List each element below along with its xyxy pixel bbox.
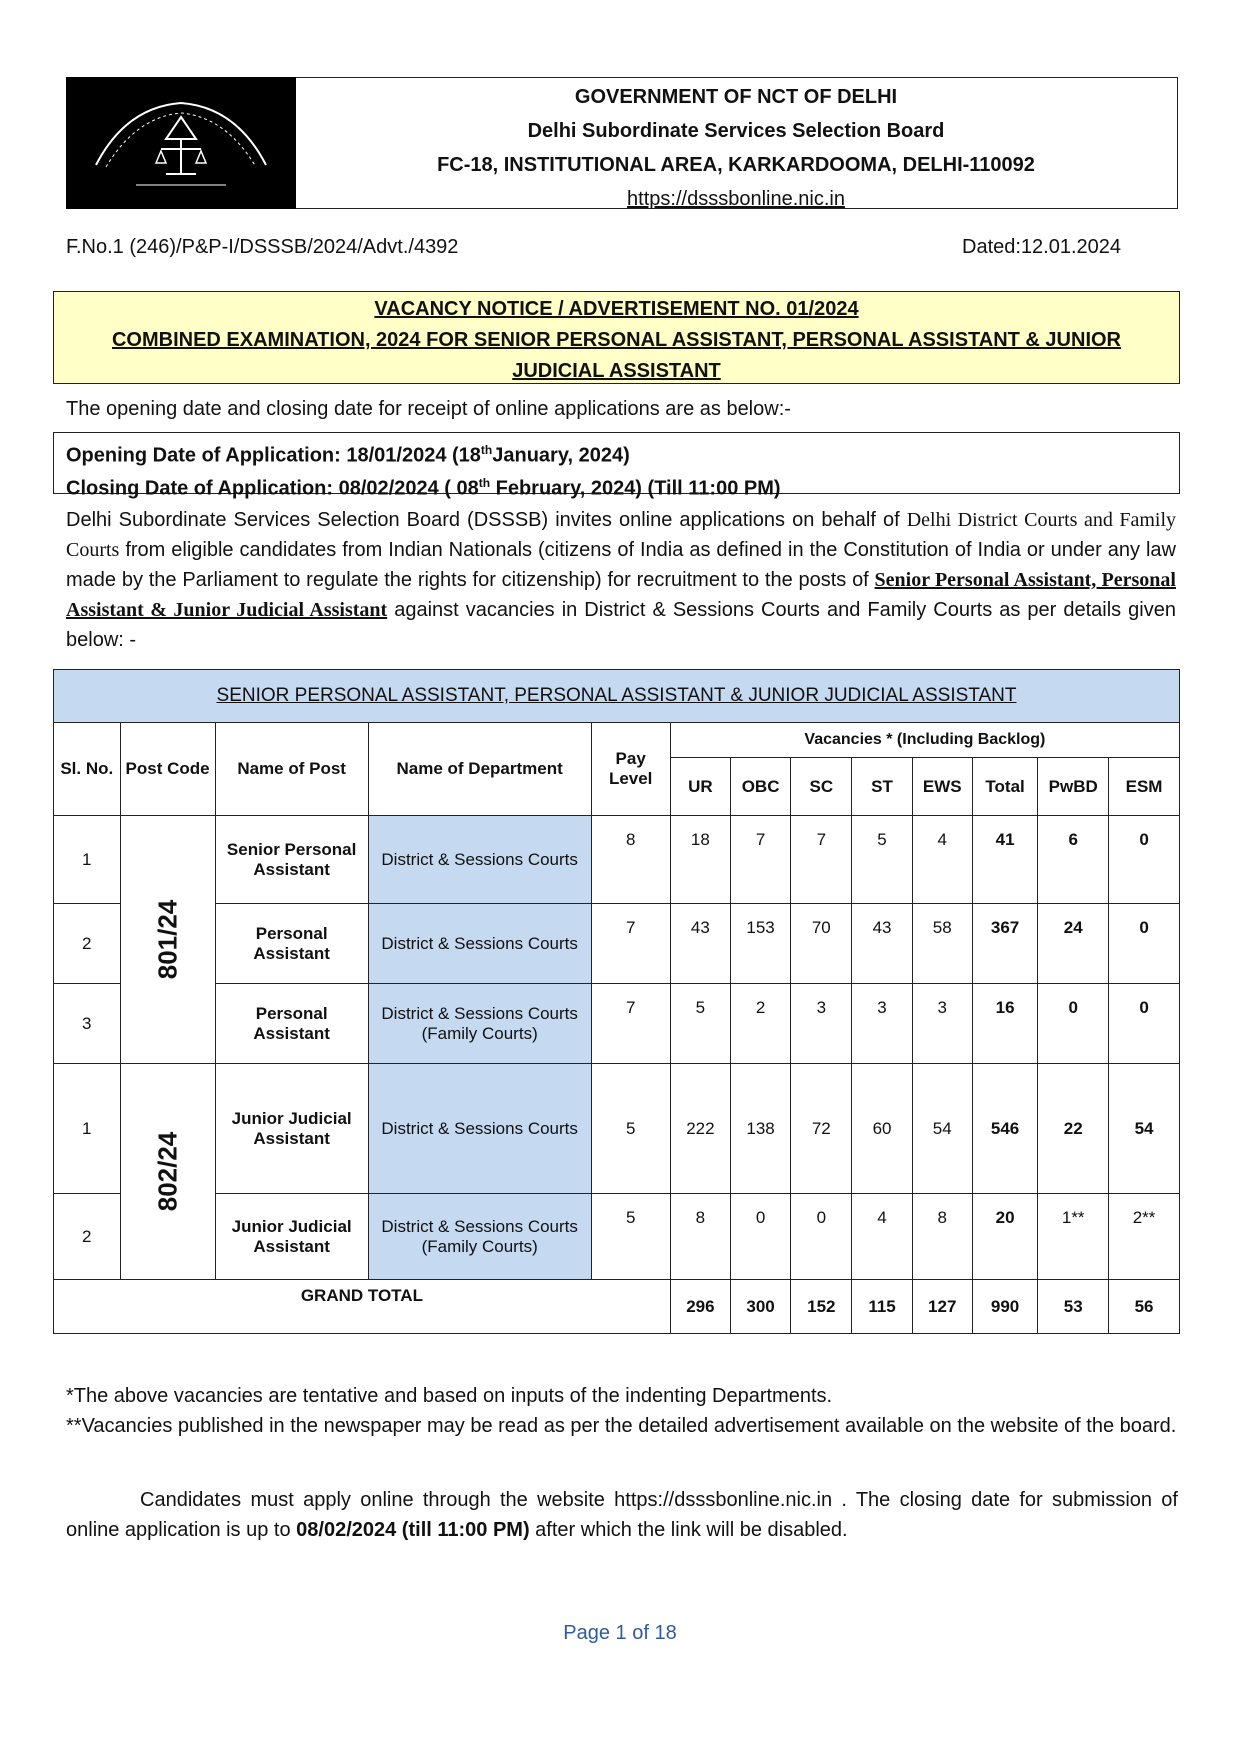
notice-box — [53, 291, 1180, 384]
row-pay: 7 — [591, 984, 670, 1064]
table-row — [54, 816, 1180, 904]
table-row — [54, 1064, 1180, 1194]
grand-ews: 127 — [912, 1280, 972, 1334]
apply-instructions: Candidates must apply online through the website https://dsssbonline.nic.in . The closing date for submission of online application is up to 08/02/2024 (till 11:00 PM) after which the link will be disabled. — [66, 1489, 1178, 1541]
notice-subtitle-1: COMBINED EXAMINATION, 2024 FOR SENIOR PERSONAL ASSISTANT, PERSONAL ASSISTANT & JUNIOR — [111, 329, 1121, 351]
row-sl: 1 — [54, 1064, 121, 1194]
cell-st: 5 — [852, 816, 912, 904]
row-department: District & Sessions Courts (Family Courts) — [368, 1194, 591, 1280]
application-dates-box — [53, 432, 1180, 500]
cell-obc: 7 — [730, 816, 790, 904]
col-header-post-name: Name of Post — [215, 723, 368, 816]
cell-ur: 43 — [670, 904, 730, 984]
grand-total-label: GRAND TOTAL — [54, 1280, 671, 1334]
row-pay: 5 — [591, 1064, 670, 1194]
row-post: Personal Assistant — [215, 904, 368, 984]
cell-total: 20 — [972, 1194, 1037, 1280]
cell-esm: 2** — [1109, 1194, 1180, 1280]
row-department: District & Sessions Courts (Family Courts) — [368, 984, 591, 1064]
table-row — [54, 904, 1180, 984]
post-code-802: 802/24 — [120, 1064, 215, 1280]
table-title: SENIOR PERSONAL ASSISTANT, PERSONAL ASSISTANT & JUNIOR JUDICIAL ASSISTANT — [54, 670, 1180, 723]
vacancy-table — [53, 669, 1180, 1334]
grand-pwbd: 53 — [1038, 1280, 1109, 1334]
notice-subtitle-2: JUDICIAL ASSISTANT — [512, 360, 721, 382]
cell-st: 4 — [852, 1194, 912, 1280]
grand-total: 990 — [972, 1280, 1037, 1334]
table-row — [54, 984, 1180, 1064]
cell-esm: 0 — [1109, 984, 1180, 1064]
col-header-obc: OBC — [730, 758, 790, 816]
cell-ews: 4 — [912, 816, 972, 904]
col-header-department: Name of Department — [368, 723, 591, 816]
cell-ews: 58 — [912, 904, 972, 984]
row-post: Senior Personal Assistant — [215, 816, 368, 904]
row-sl: 1 — [54, 816, 121, 904]
col-header-total: Total — [972, 758, 1037, 816]
col-header-ur: UR — [670, 758, 730, 816]
cell-st: 60 — [852, 1064, 912, 1194]
board-address: FC-18, INSTITUTIONAL AREA, KARKARDOOMA, DELHI-110092 — [437, 154, 1035, 176]
grand-obc: 300 — [730, 1280, 790, 1334]
cell-esm: 0 — [1109, 816, 1180, 904]
col-header-esm: ESM — [1109, 758, 1180, 816]
cell-total: 367 — [972, 904, 1037, 984]
table-row — [54, 1194, 1180, 1280]
cell-pwbd: 22 — [1038, 1064, 1109, 1194]
cell-pwbd: 1** — [1038, 1194, 1109, 1280]
cell-total: 16 — [972, 984, 1037, 1064]
cell-pwbd: 6 — [1038, 816, 1109, 904]
col-header-st: ST — [852, 758, 912, 816]
date-label: Dated:12.01.2024 — [962, 236, 1122, 258]
row-sl: 2 — [54, 1194, 121, 1280]
cell-total: 546 — [972, 1064, 1037, 1194]
cell-sc: 3 — [791, 984, 852, 1064]
cell-sc: 7 — [791, 816, 852, 904]
cell-ews: 8 — [912, 1194, 972, 1280]
cell-total: 41 — [972, 816, 1037, 904]
page-number: Page 1 of 18 — [563, 1622, 677, 1644]
cell-sc: 72 — [791, 1064, 852, 1194]
row-post: Personal Assistant — [215, 984, 368, 1064]
cell-ews: 54 — [912, 1064, 972, 1194]
cell-st: 43 — [852, 904, 912, 984]
govt-title: GOVERNMENT OF NCT OF DELHI — [574, 86, 898, 108]
col-header-vacancies: Vacancies * (Including Backlog) — [670, 723, 1179, 758]
col-header-sl: Sl. No. — [54, 723, 121, 816]
row-pay: 7 — [591, 904, 670, 984]
row-post: Junior Judicial Assistant — [215, 1194, 368, 1280]
row-sl: 3 — [54, 984, 121, 1064]
row-pay: 5 — [591, 1194, 670, 1280]
grand-sc: 152 — [791, 1280, 852, 1334]
grand-total-row — [54, 1280, 1180, 1334]
footnotes — [66, 1381, 1178, 1441]
cell-pwbd: 0 — [1038, 984, 1109, 1064]
cell-sc: 70 — [791, 904, 852, 984]
cell-ur: 222 — [670, 1064, 730, 1194]
file-number: F.No.1 (246)/P&P-I/DSSSB/2024/Advt./4392 — [66, 236, 459, 258]
post-code-801: 801/24 — [120, 816, 215, 1064]
col-header-pay-level: Pay Level — [591, 723, 670, 816]
cell-obc: 153 — [730, 904, 790, 984]
header-text — [298, 80, 1174, 216]
cell-st: 3 — [852, 984, 912, 1064]
cell-ur: 18 — [670, 816, 730, 904]
board-logo — [66, 77, 296, 209]
col-header-sc: SC — [791, 758, 852, 816]
col-header-post-code: Post Code — [120, 723, 215, 816]
board-website-link[interactable]: https://dsssbonline.nic.in — [627, 188, 845, 210]
cell-ews: 3 — [912, 984, 972, 1064]
board-title: Delhi Subordinate Services Selection Board — [527, 120, 945, 142]
closing-date: Closing Date of Application: 08/02/2024 ( 08th February, 2024) (Till 11:00 PM) — [66, 475, 781, 500]
row-post: Junior Judicial Assistant — [215, 1064, 368, 1194]
intro-text: The opening date and closing date for receipt of online applications are as below:- — [66, 398, 791, 420]
footnote-2: **Vacancies published in the newspaper may be read as per the detailed advertisement available on the website of the board. — [66, 1415, 1177, 1437]
cell-sc: 0 — [791, 1194, 852, 1280]
row-department: District & Sessions Courts — [368, 904, 591, 984]
footnote-1: *The above vacancies are tentative and based on inputs of the indenting Departments. — [66, 1385, 833, 1407]
row-department: District & Sessions Courts — [368, 816, 591, 904]
cell-obc: 0 — [730, 1194, 790, 1280]
grand-ur: 296 — [670, 1280, 730, 1334]
cell-pwbd: 24 — [1038, 904, 1109, 984]
cell-ur: 5 — [670, 984, 730, 1064]
cell-obc: 2 — [730, 984, 790, 1064]
opening-date: Opening Date of Application: 18/01/2024 (18thJanuary, 2024) — [66, 443, 630, 467]
cell-obc: 138 — [730, 1064, 790, 1194]
notice-title: VACANCY NOTICE / ADVERTISEMENT NO. 01/2024 — [374, 298, 859, 320]
col-header-pwbd: PwBD — [1038, 758, 1109, 816]
cell-ur: 8 — [670, 1194, 730, 1280]
invitation-paragraph: Delhi Subordinate Services Selection Board (DSSSB) invites online applications on behalf of Delhi District Courts and Family Courts from eligible candidates from Indian Nationals (citizens of India as defined in the Constitution of India or under any law made by the Parliament to regulate the rights for citizenship) for recruitment to the posts of Senior Personal Assistant, Personal Assistant & Junior Judicial Assistant against vacancies in District & Sessions Courts and Family Courts as per details given below: - — [66, 509, 1176, 651]
grand-esm: 56 — [1109, 1280, 1180, 1334]
row-department: District & Sessions Courts — [368, 1064, 591, 1194]
row-sl: 2 — [54, 904, 121, 984]
cell-esm: 54 — [1109, 1064, 1180, 1194]
scales-emblem-icon — [66, 77, 296, 209]
col-header-ews: EWS — [912, 758, 972, 816]
row-pay: 8 — [591, 816, 670, 904]
cell-esm: 0 — [1109, 904, 1180, 984]
grand-st: 115 — [852, 1280, 912, 1334]
